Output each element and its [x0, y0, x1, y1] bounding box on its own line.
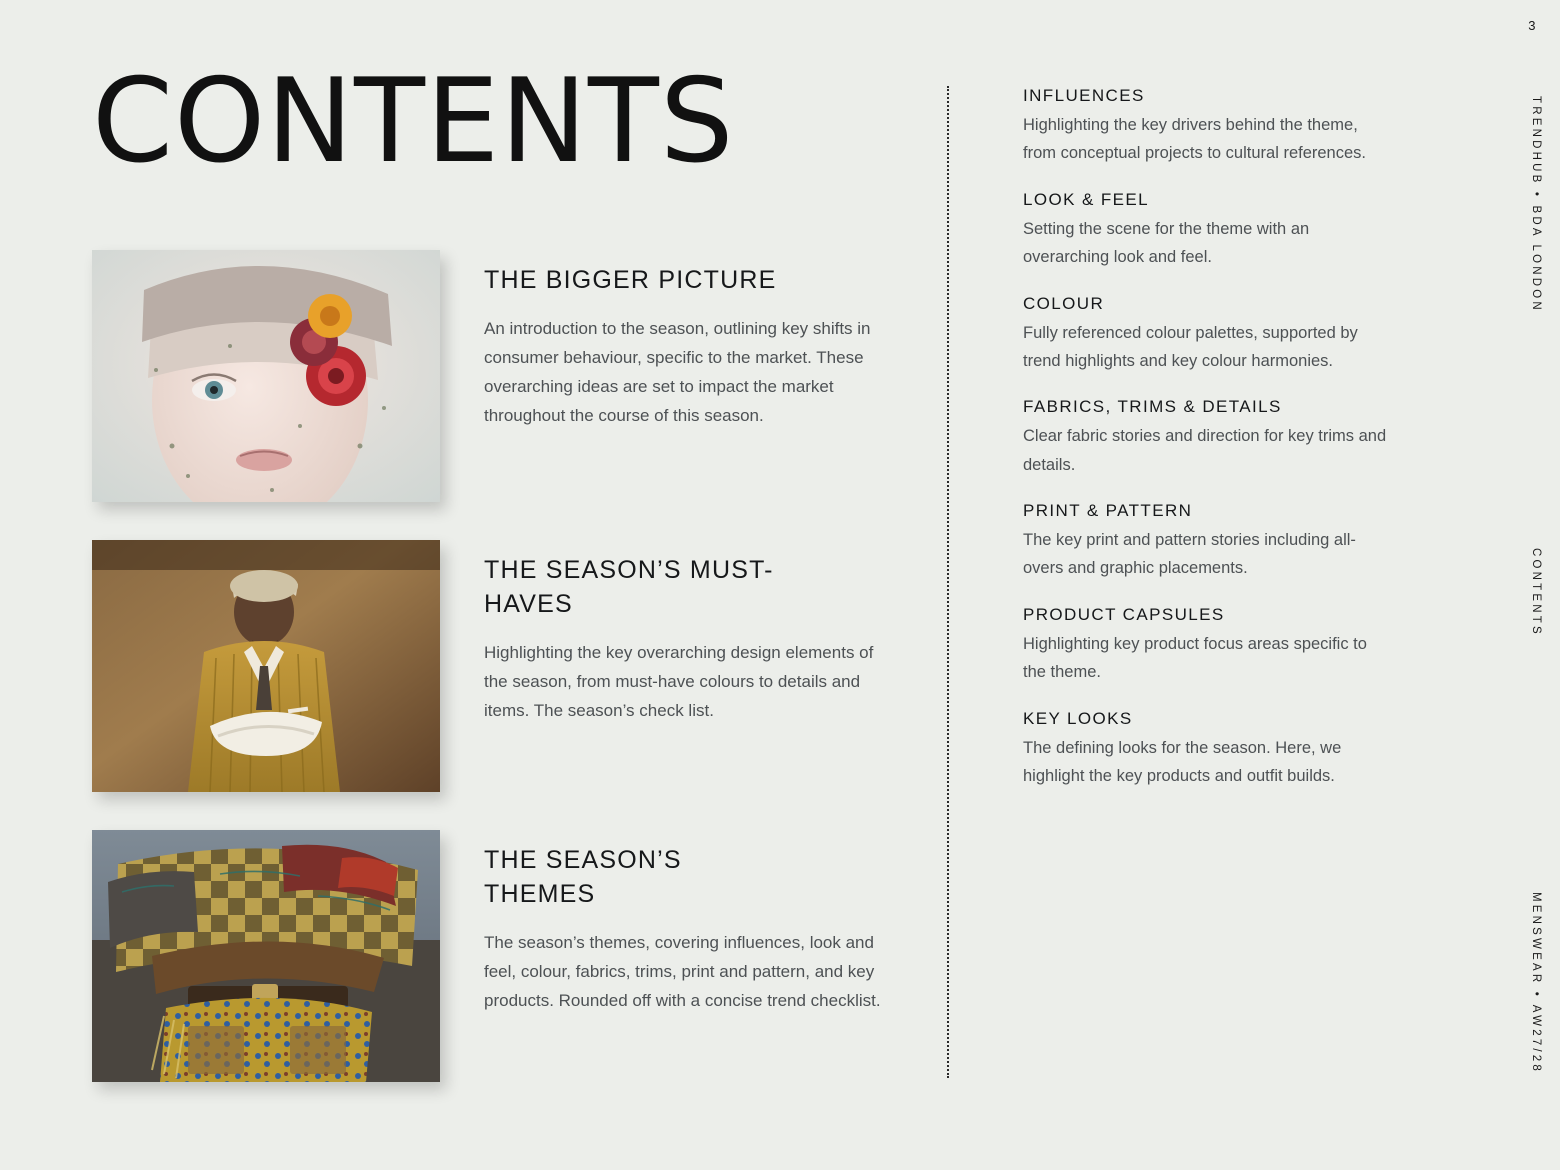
toc-item-body: The key print and pattern stories including all-overs and graphic placements. — [1023, 531, 1356, 578]
side-label-section: CONTENTS — [1530, 548, 1542, 637]
entry-body: The season’s themes, covering influences, look and feel, colour, fabrics, trims, print and pattern, and key products. Rounded off with a concise trend checklist. — [484, 932, 881, 1010]
entry-heading: THE BIGGER PICTURE — [484, 266, 777, 294]
toc-item-look-and-feel[interactable] — [1023, 190, 1393, 272]
toc-item-title: COLOUR — [1023, 293, 1105, 313]
page-number: 3 — [1528, 18, 1536, 33]
portrait-with-flowers-over-eye-image — [92, 250, 440, 502]
page-title: CONTENTS — [92, 54, 735, 189]
toc-item-fabrics-trims-details[interactable] — [1023, 397, 1393, 479]
side-label-category: MENSWEAR • AW27/28 — [1530, 892, 1542, 1074]
entry-text — [484, 250, 892, 502]
toc-item-title: PRODUCT CAPSULES — [1023, 604, 1225, 624]
model-in-yellow-striped-suit-image — [92, 540, 440, 792]
contents-entry[interactable] — [92, 250, 892, 502]
toc-item-title: LOOK & FEEL — [1023, 189, 1149, 209]
toc-item-body: Fully referenced colour palettes, supported by trend highlights and key colour harmonies. — [1023, 323, 1358, 370]
entry-heading: THE SEASON’S THEMES — [484, 846, 682, 908]
entry-body: An introduction to the season, outlining key shifts in consumer behaviour, specific to the market. These overarching ideas are set to impact the market throughout the course of this season. — [484, 318, 871, 426]
entry-text — [484, 830, 892, 1082]
entry-text — [484, 540, 892, 792]
side-label-brand: TRENDHUB • BDA LONDON — [1530, 96, 1542, 313]
toc-item-print-and-pattern[interactable] — [1023, 501, 1393, 583]
toc-item-body: Highlighting the key drivers behind the theme, from conceptual projects to cultural references. — [1023, 116, 1366, 163]
toc-item-influences[interactable] — [1023, 86, 1393, 168]
toc-item-title: KEY LOOKS — [1023, 708, 1133, 728]
right-column — [1023, 86, 1393, 812]
toc-item-body: Highlighting key product focus areas specific to the theme. — [1023, 634, 1367, 682]
toc-item-title: FABRICS, TRIMS & DETAILS — [1023, 397, 1282, 417]
entry-heading: THE SEASON’S MUST-HAVES — [484, 556, 774, 618]
toc-item-body: Setting the scene for the theme with an overarching look and feel. — [1023, 219, 1310, 267]
toc-item-title: INFLUENCES — [1023, 86, 1145, 105]
toc-item-title: PRINT & PATTERN — [1023, 501, 1193, 520]
contents-entry[interactable] — [92, 540, 892, 792]
toc-item-key-looks[interactable] — [1023, 709, 1393, 791]
contents-entry[interactable] — [92, 830, 892, 1082]
toc-item-product-capsules[interactable] — [1023, 605, 1393, 687]
toc-item-body: Clear fabric stories and direction for key trims and details. — [1023, 427, 1387, 474]
toc-item-colour[interactable] — [1023, 294, 1393, 376]
model-in-patchwork-checked-outfit-image — [92, 830, 440, 1082]
dotted-divider — [947, 86, 949, 1078]
toc-item-body: The defining looks for the season. Here, we highlight the key products and outfit builds. — [1023, 738, 1342, 785]
entry-body: Highlighting the key overarching design elements of the season, from must-have colours to details and items. The season’s check list. — [484, 642, 874, 720]
left-column — [92, 250, 892, 1120]
